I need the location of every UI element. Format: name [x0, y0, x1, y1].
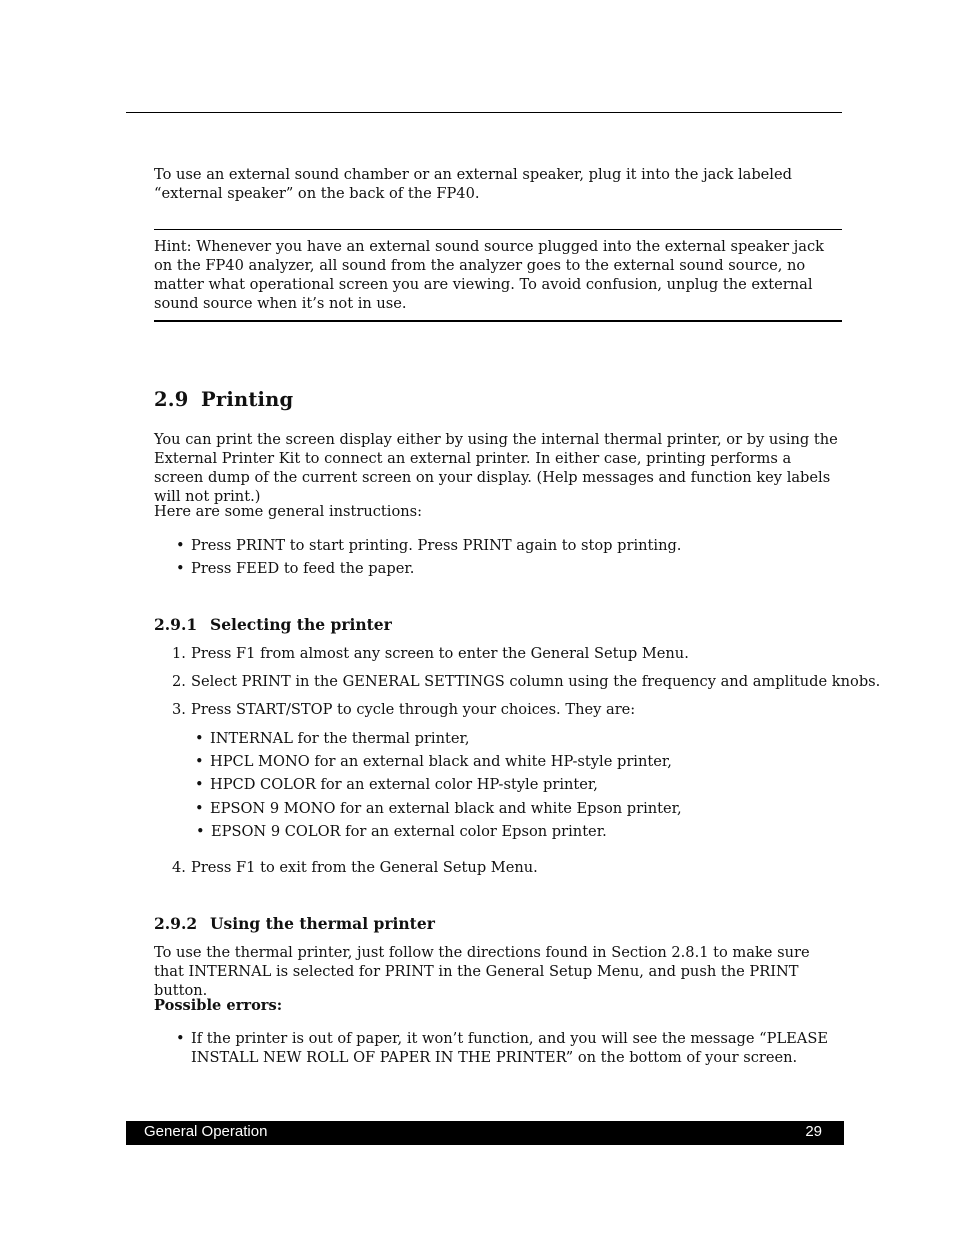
- error-item: • If the printer is out of paper, it won’t function, and you will see the message “PLEASE INSTALL NEW ROLL OF PAPER IN THE PRINTER” on the bottom of your screen.: [176, 1030, 828, 1066]
- bullet-icon: •: [176, 1030, 185, 1047]
- subsection-paragraph: To use the thermal printer, just follow the directions found in Section 2.8.1 to make sure that INTERNAL is selected for PRINT in the General Setup Menu, and push the PRINT button.: [154, 944, 810, 999]
- subsection-title: Selecting the printer: [210, 615, 392, 634]
- choice-item: • HPCL MONO for an external black and white HP-style printer,: [195, 753, 672, 770]
- subsection-heading-2: [154, 914, 435, 933]
- intro-paragraph: To use an external sound chamber or an external speaker, plug it into the jack labeled “external speaker” on the back of the FP40.: [154, 166, 792, 202]
- choice-item: • INTERNAL for the thermal printer,: [195, 730, 470, 747]
- section-paragraph-2: Here are some general instructions:: [154, 503, 423, 520]
- subsection-number: 2.9.2: [154, 914, 198, 933]
- list-item: • Press PRINT to start printing. Press PRINT again to stop printing.: [176, 537, 682, 554]
- hint-paragraph: Hint: Whenever you have an external sound source plugged into the external speaker jack on the FP40 analyzer, all sound from the analyzer goes to the external sound source, no matter what operational screen you are viewing. To avoid confusion, unplug the external sound source when it’s not in use.: [154, 238, 824, 312]
- section-title: Printing: [201, 388, 294, 411]
- footer-chapter: General Operation: [144, 1123, 268, 1140]
- bullet-icon: •: [195, 753, 204, 770]
- bullet-icon: •: [195, 730, 204, 747]
- section-number: 2.9: [154, 388, 189, 411]
- choice-item: • EPSON 9 COLOR for an external color Epson printer.: [196, 823, 607, 840]
- bullet-icon: •: [196, 823, 205, 840]
- bullet-icon: •: [195, 776, 204, 793]
- page-footer: [126, 1121, 844, 1145]
- hint-bottom-rule: [154, 320, 842, 322]
- page-number: 29: [805, 1123, 822, 1140]
- bullet-icon: •: [195, 800, 204, 817]
- errors-heading: Possible errors:: [154, 997, 283, 1014]
- bullet-icon: •: [176, 537, 185, 554]
- subsection-title: Using the thermal printer: [210, 914, 435, 933]
- header-rule: [126, 112, 842, 113]
- step-item: 4. Press F1 to exit from the General Setup Menu.: [172, 859, 538, 876]
- subsection-number: 2.9.1: [154, 615, 198, 634]
- list-item: • Press FEED to feed the paper.: [176, 560, 415, 577]
- step-item: 3. Press START/STOP to cycle through your choices. They are:: [172, 701, 636, 718]
- hint-top-rule: [154, 229, 842, 230]
- subsection-heading-1: [154, 615, 392, 634]
- step-item: 2. Select PRINT in the GENERAL SETTINGS column using the frequency and amplitude knobs.: [172, 673, 881, 690]
- bullet-icon: •: [176, 560, 185, 577]
- choice-item: • HPCD COLOR for an external color HP-style printer,: [195, 776, 598, 793]
- choice-item: • EPSON 9 MONO for an external black and white Epson printer,: [195, 800, 682, 817]
- step-item: 1. Press F1 from almost any screen to enter the General Setup Menu.: [172, 645, 689, 662]
- section-heading: [154, 388, 293, 411]
- section-paragraph-1: You can print the screen display either by using the internal thermal printer, or by using the External Printer Kit to connect an external printer. In either case, printing performs a screen dump of the current screen on your display. (Help messages and function key labels will not print.): [154, 431, 838, 505]
